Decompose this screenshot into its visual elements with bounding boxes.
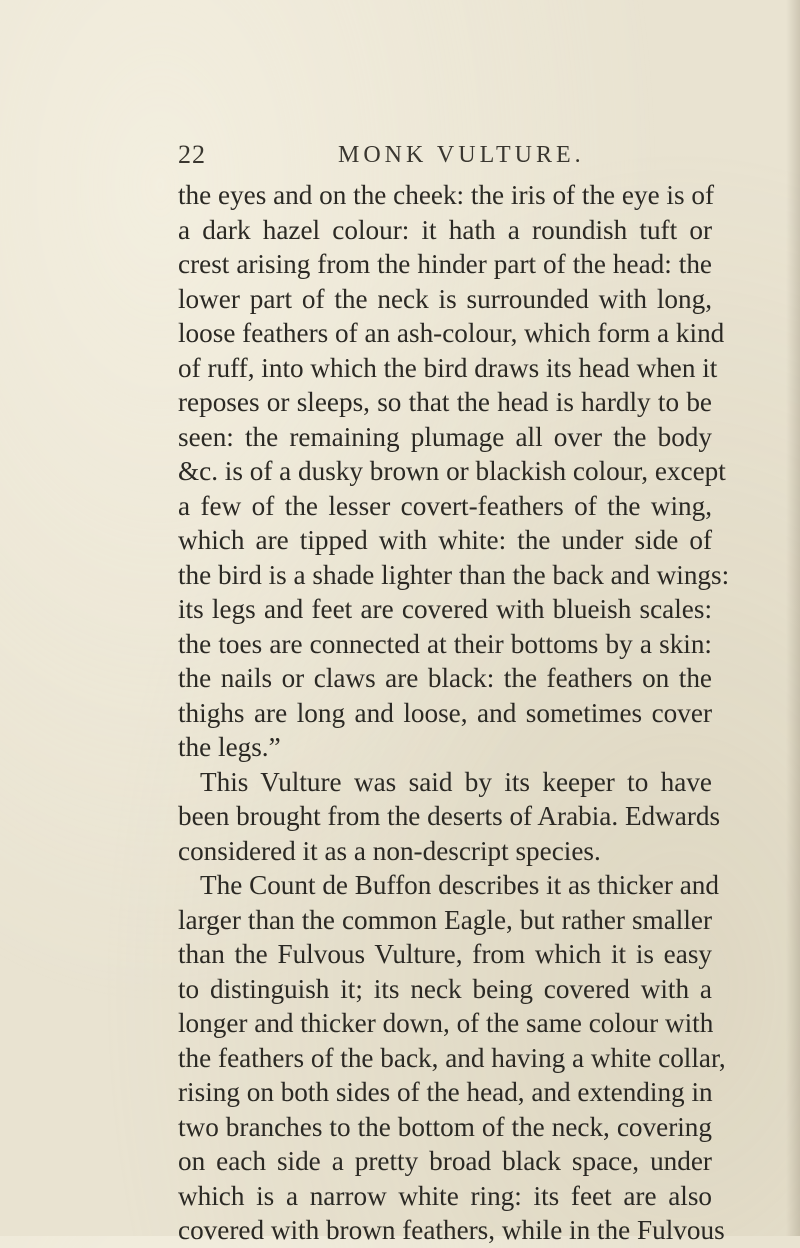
text-line: covered with brown feathers, while in the Fulvous: [178, 1215, 725, 1245]
text-line: reposes or sleeps, so that the head is hardly to be: [178, 387, 712, 417]
text-line: the legs.”: [178, 732, 281, 762]
text-line: longer and thicker down, of the same colour with: [178, 1008, 714, 1038]
text-line: the bird is a shade lighter than the back and wings:: [178, 559, 730, 590]
text-line: rising on both sides of the head, and extending in: [178, 1077, 713, 1107]
text-line: the nails or claws are black: the feathers on the: [178, 663, 712, 693]
page-number: 22: [178, 140, 206, 169]
text-line: the eyes and on the cheek: the iris of the eye is of: [178, 180, 715, 210]
text-line: larger than the common Eagle, but rather smaller: [178, 904, 712, 935]
page-edge-shadow: [786, 0, 800, 1236]
text-line: considered it as a non-descript species.: [178, 835, 601, 866]
text-line: lower part of the neck is surrounded with long,: [178, 283, 712, 314]
text-line: seen: the remaining plumage all over the body: [178, 421, 712, 452]
text-line: loose feathers of an ash-colour, which form a kind: [178, 318, 725, 348]
text-line: a dark hazel colour: it hath a roundish tuft or: [178, 214, 712, 245]
text-line: its legs and feet are covered with blueish scales:: [178, 594, 712, 624]
body-text: [178, 178, 730, 1248]
text-line: the feathers of the back, and having a white collar,: [178, 1042, 726, 1073]
text-line: the toes are connected at their bottoms by a skin:: [178, 628, 712, 659]
text-line: &c. is of a dusky brown or blackish colour, except: [178, 456, 726, 486]
text-line: The Count de Buffon describes it as thicker and: [200, 870, 719, 900]
text-line: which are tipped with white: the under side of: [178, 525, 712, 555]
text-line: to distinguish it; its neck being covered with a: [178, 973, 712, 1004]
text-line: been brought from the deserts of Arabia. Edwards: [178, 801, 721, 831]
text-line: which is a narrow white ring: its feet are also: [178, 1180, 712, 1211]
text-line: of ruff, into which the bird draws its head when it: [178, 352, 718, 383]
page-header: [178, 140, 698, 180]
text-line: a few of the lesser covert-feathers of the wing,: [178, 490, 712, 521]
running-head: MONK VULTURE.: [338, 142, 585, 168]
text-line: This Vulture was said by its keeper to have: [200, 766, 712, 797]
text-line: than the Fulvous Vulture, from which it is easy: [178, 939, 712, 969]
text-line: two branches to the bottom of the neck, covering: [178, 1111, 712, 1142]
text-line: on each side a pretty broad black space, under: [178, 1146, 712, 1176]
text-line: thighs are long and loose, and sometimes cover: [178, 697, 712, 728]
text-line: crest arising from the hinder part of the head: the: [178, 249, 712, 279]
